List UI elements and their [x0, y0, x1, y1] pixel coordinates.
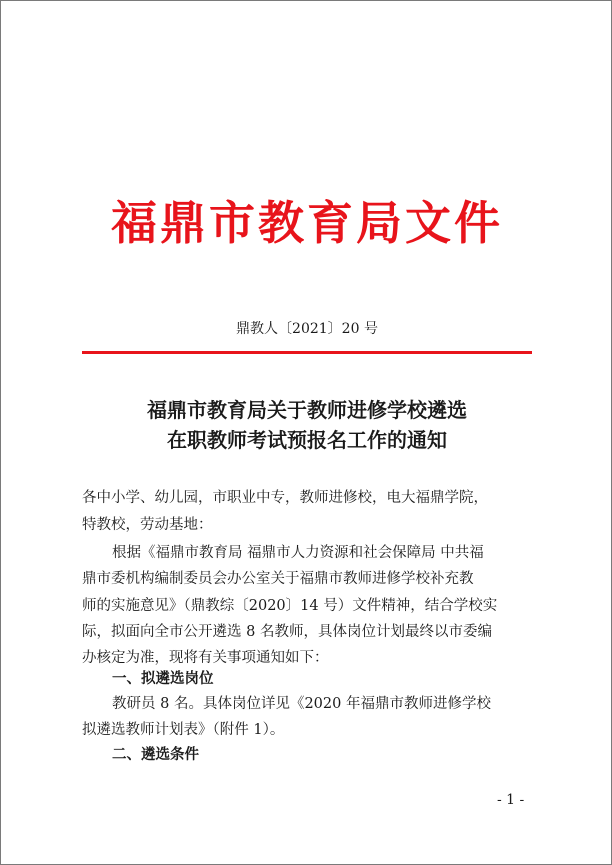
- intro-paragraph-line-1: 根据《福鼎市教育局 福鼎市人力资源和社会保障局 中共福: [112, 545, 484, 561]
- red-divider-line: [82, 351, 532, 354]
- masthead-title: 福鼎市教育局文件: [111, 196, 503, 250]
- section-1-body-line-2: 拟遴选教师计划表》（附件 1）。: [82, 722, 285, 738]
- notice-title-line-2: 在职教师考试预报名工作的通知: [167, 428, 447, 452]
- addressee-line-1: 各中小学、幼儿园，市职业中专，教师进修校，电大福鼎学院，: [82, 490, 488, 506]
- document-number: 鼎教人〔2021〕20 号: [236, 321, 378, 337]
- section-1-heading: 一、拟遴选岗位: [112, 671, 214, 687]
- section-1-body-line-1: 教研员 8 名。具体岗位详见《2020 年福鼎市教师进修学校: [112, 696, 491, 712]
- section-2-heading: 二、遴选条件: [112, 747, 199, 763]
- intro-paragraph-line-2: 鼎市委机构编制委员会办公室关于福鼎市教师进修学校补充教: [82, 571, 474, 587]
- page-number: - 1 -: [497, 792, 525, 808]
- intro-paragraph-line-4: 际，拟面向全市公开遴选 8 名教师，具体岗位计划最终以市委编: [82, 624, 492, 640]
- addressee-line-2: 特教校，劳动基地：: [82, 517, 213, 533]
- intro-paragraph-line-5: 办核定为准，现将有关事项通知如下：: [82, 650, 329, 666]
- notice-title-line-1: 福鼎市教育局关于教师进修学校遴选: [147, 398, 467, 422]
- intro-paragraph-line-3: 师的实施意见》（鼎教综〔2020〕14 号）文件精神，结合学校实: [82, 598, 498, 614]
